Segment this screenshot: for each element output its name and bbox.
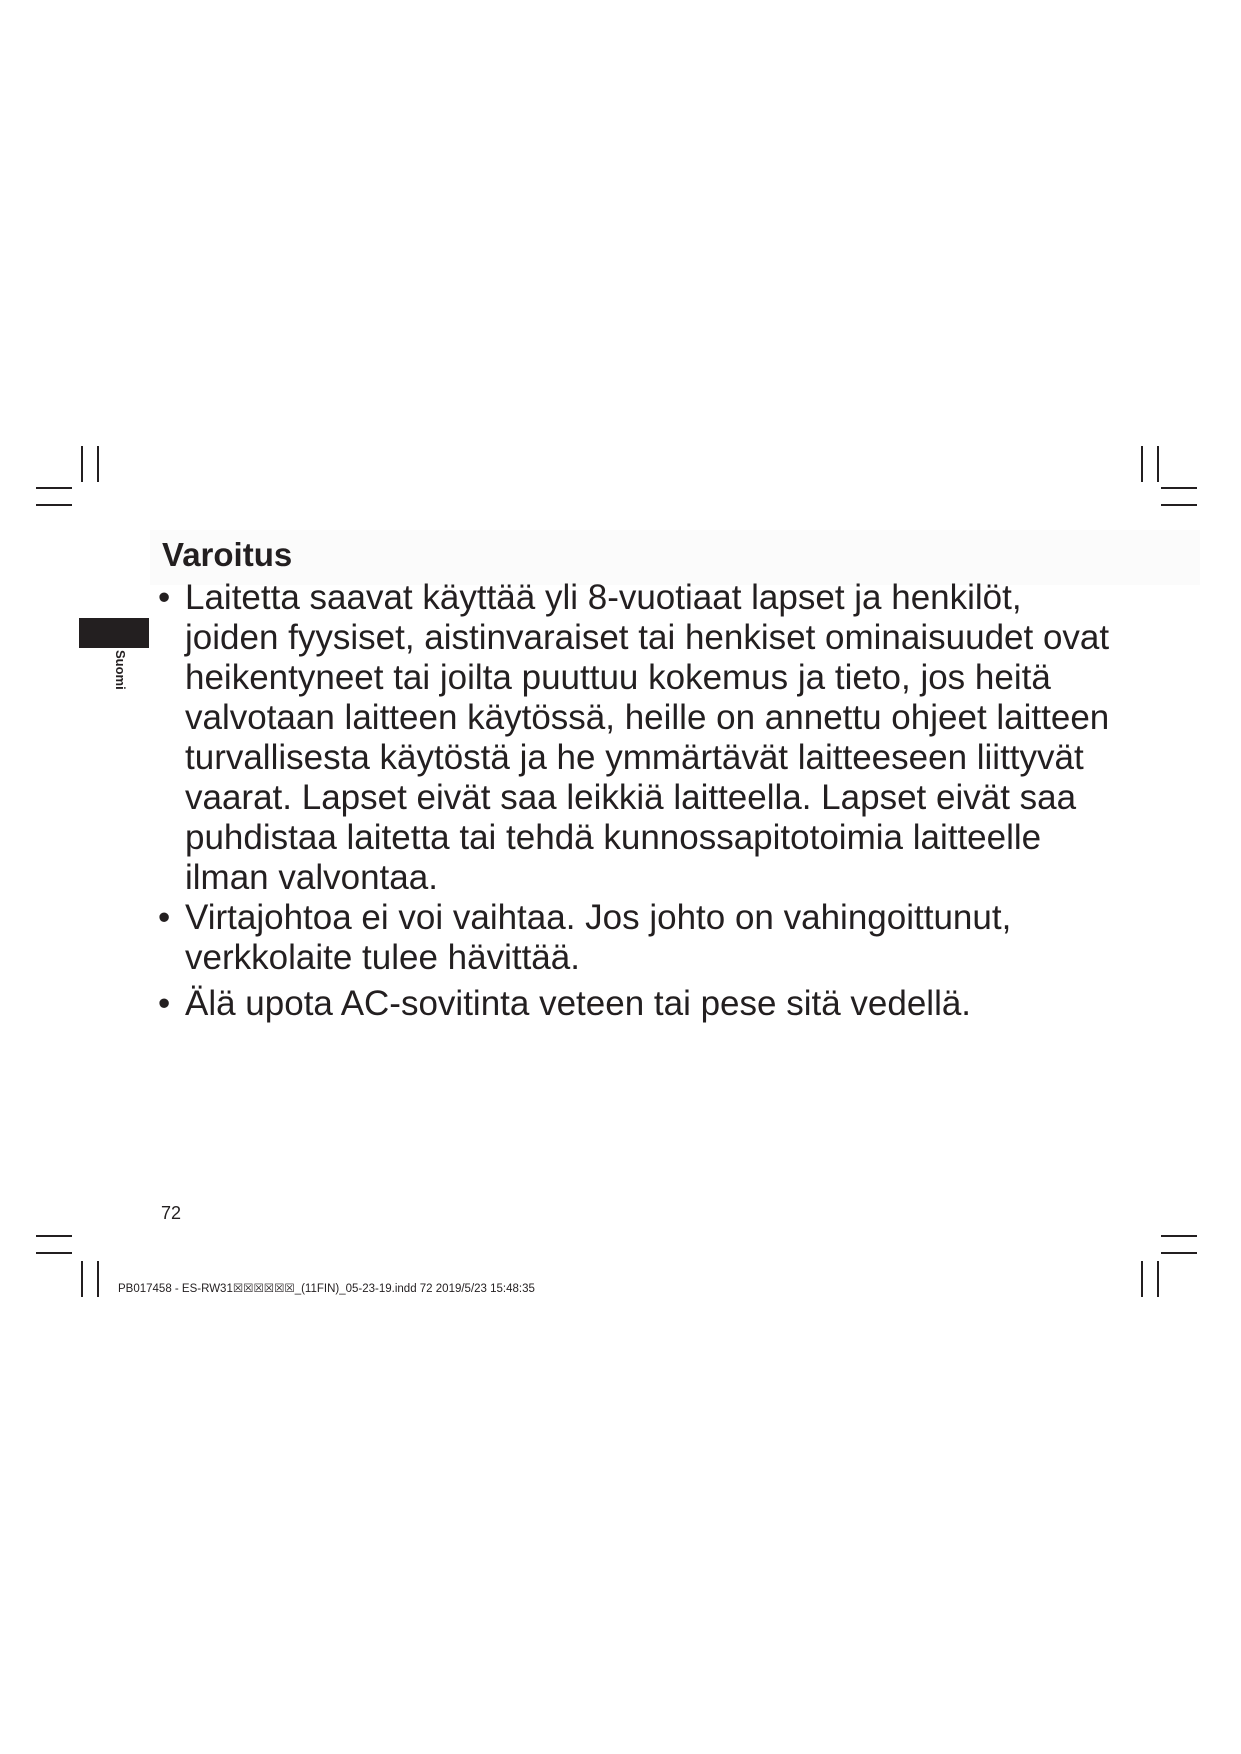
crop-mark: [1161, 1235, 1197, 1237]
crop-mark: [1141, 446, 1143, 482]
section-title: Varoitus: [162, 536, 293, 573]
crop-mark: [36, 1235, 72, 1237]
crop-mark: [1157, 1261, 1159, 1297]
background-band: [150, 530, 1200, 585]
list-item: [155, 898, 1115, 978]
language-label: Suomi: [113, 650, 128, 690]
crop-mark: [36, 487, 72, 489]
warning-list: [155, 578, 1115, 1024]
bullet: •: [158, 578, 171, 617]
list-item: [155, 578, 1115, 898]
print-slug: PB017458 - ES-RW31☒☒☒☒☒☒_(11FIN)_05-23-19.indd 72 2019/5/23 15:48:35: [118, 1283, 535, 1295]
crop-mark: [1161, 504, 1197, 506]
bullet: •: [158, 898, 171, 937]
list-item-text: Älä upota AC-sovitinta veteen tai pese sitä vedellä.: [185, 984, 972, 1023]
list-item: [155, 984, 1115, 1024]
crop-mark: [1161, 487, 1197, 489]
crop-mark: [97, 446, 99, 482]
crop-mark: [1161, 1252, 1197, 1254]
page-number: 72: [161, 1203, 182, 1223]
language-tab: [79, 618, 149, 648]
crop-mark: [36, 1252, 72, 1254]
list-item-text: Laitetta saavat käyttää yli 8-vuotiaat lapset ja henkilöt, joiden fyysiset, aistinvaraiset tai henkiset ominaisuudet ovat heikentyneet tai joilta puuttuu kokemus ja tieto, jos heitä valvotaan laitteen käytössä, heille on annettu ohjeet laitteen turvallisesta käytöstä ja he ymmärtävät laitteeseen liittyvät vaarat. Lapset eivät saa leikkiä laitteella. Lapset eivät saa puhdistaa laitetta tai tehdä kunnossapitotoimia laitteelle ilman valvontaa.: [185, 578, 1110, 897]
crop-mark: [1141, 1261, 1143, 1297]
crop-mark: [97, 1261, 99, 1297]
crop-mark: [81, 1261, 83, 1297]
list-item-text: Virtajohtoa ei voi vaihtaa. Jos johto on vahingoittunut, verkkolaite tulee hävittää.: [185, 898, 1012, 977]
crop-mark: [81, 446, 83, 482]
crop-mark: [36, 504, 72, 506]
crop-mark: [1157, 446, 1159, 482]
bullet: •: [158, 984, 171, 1023]
